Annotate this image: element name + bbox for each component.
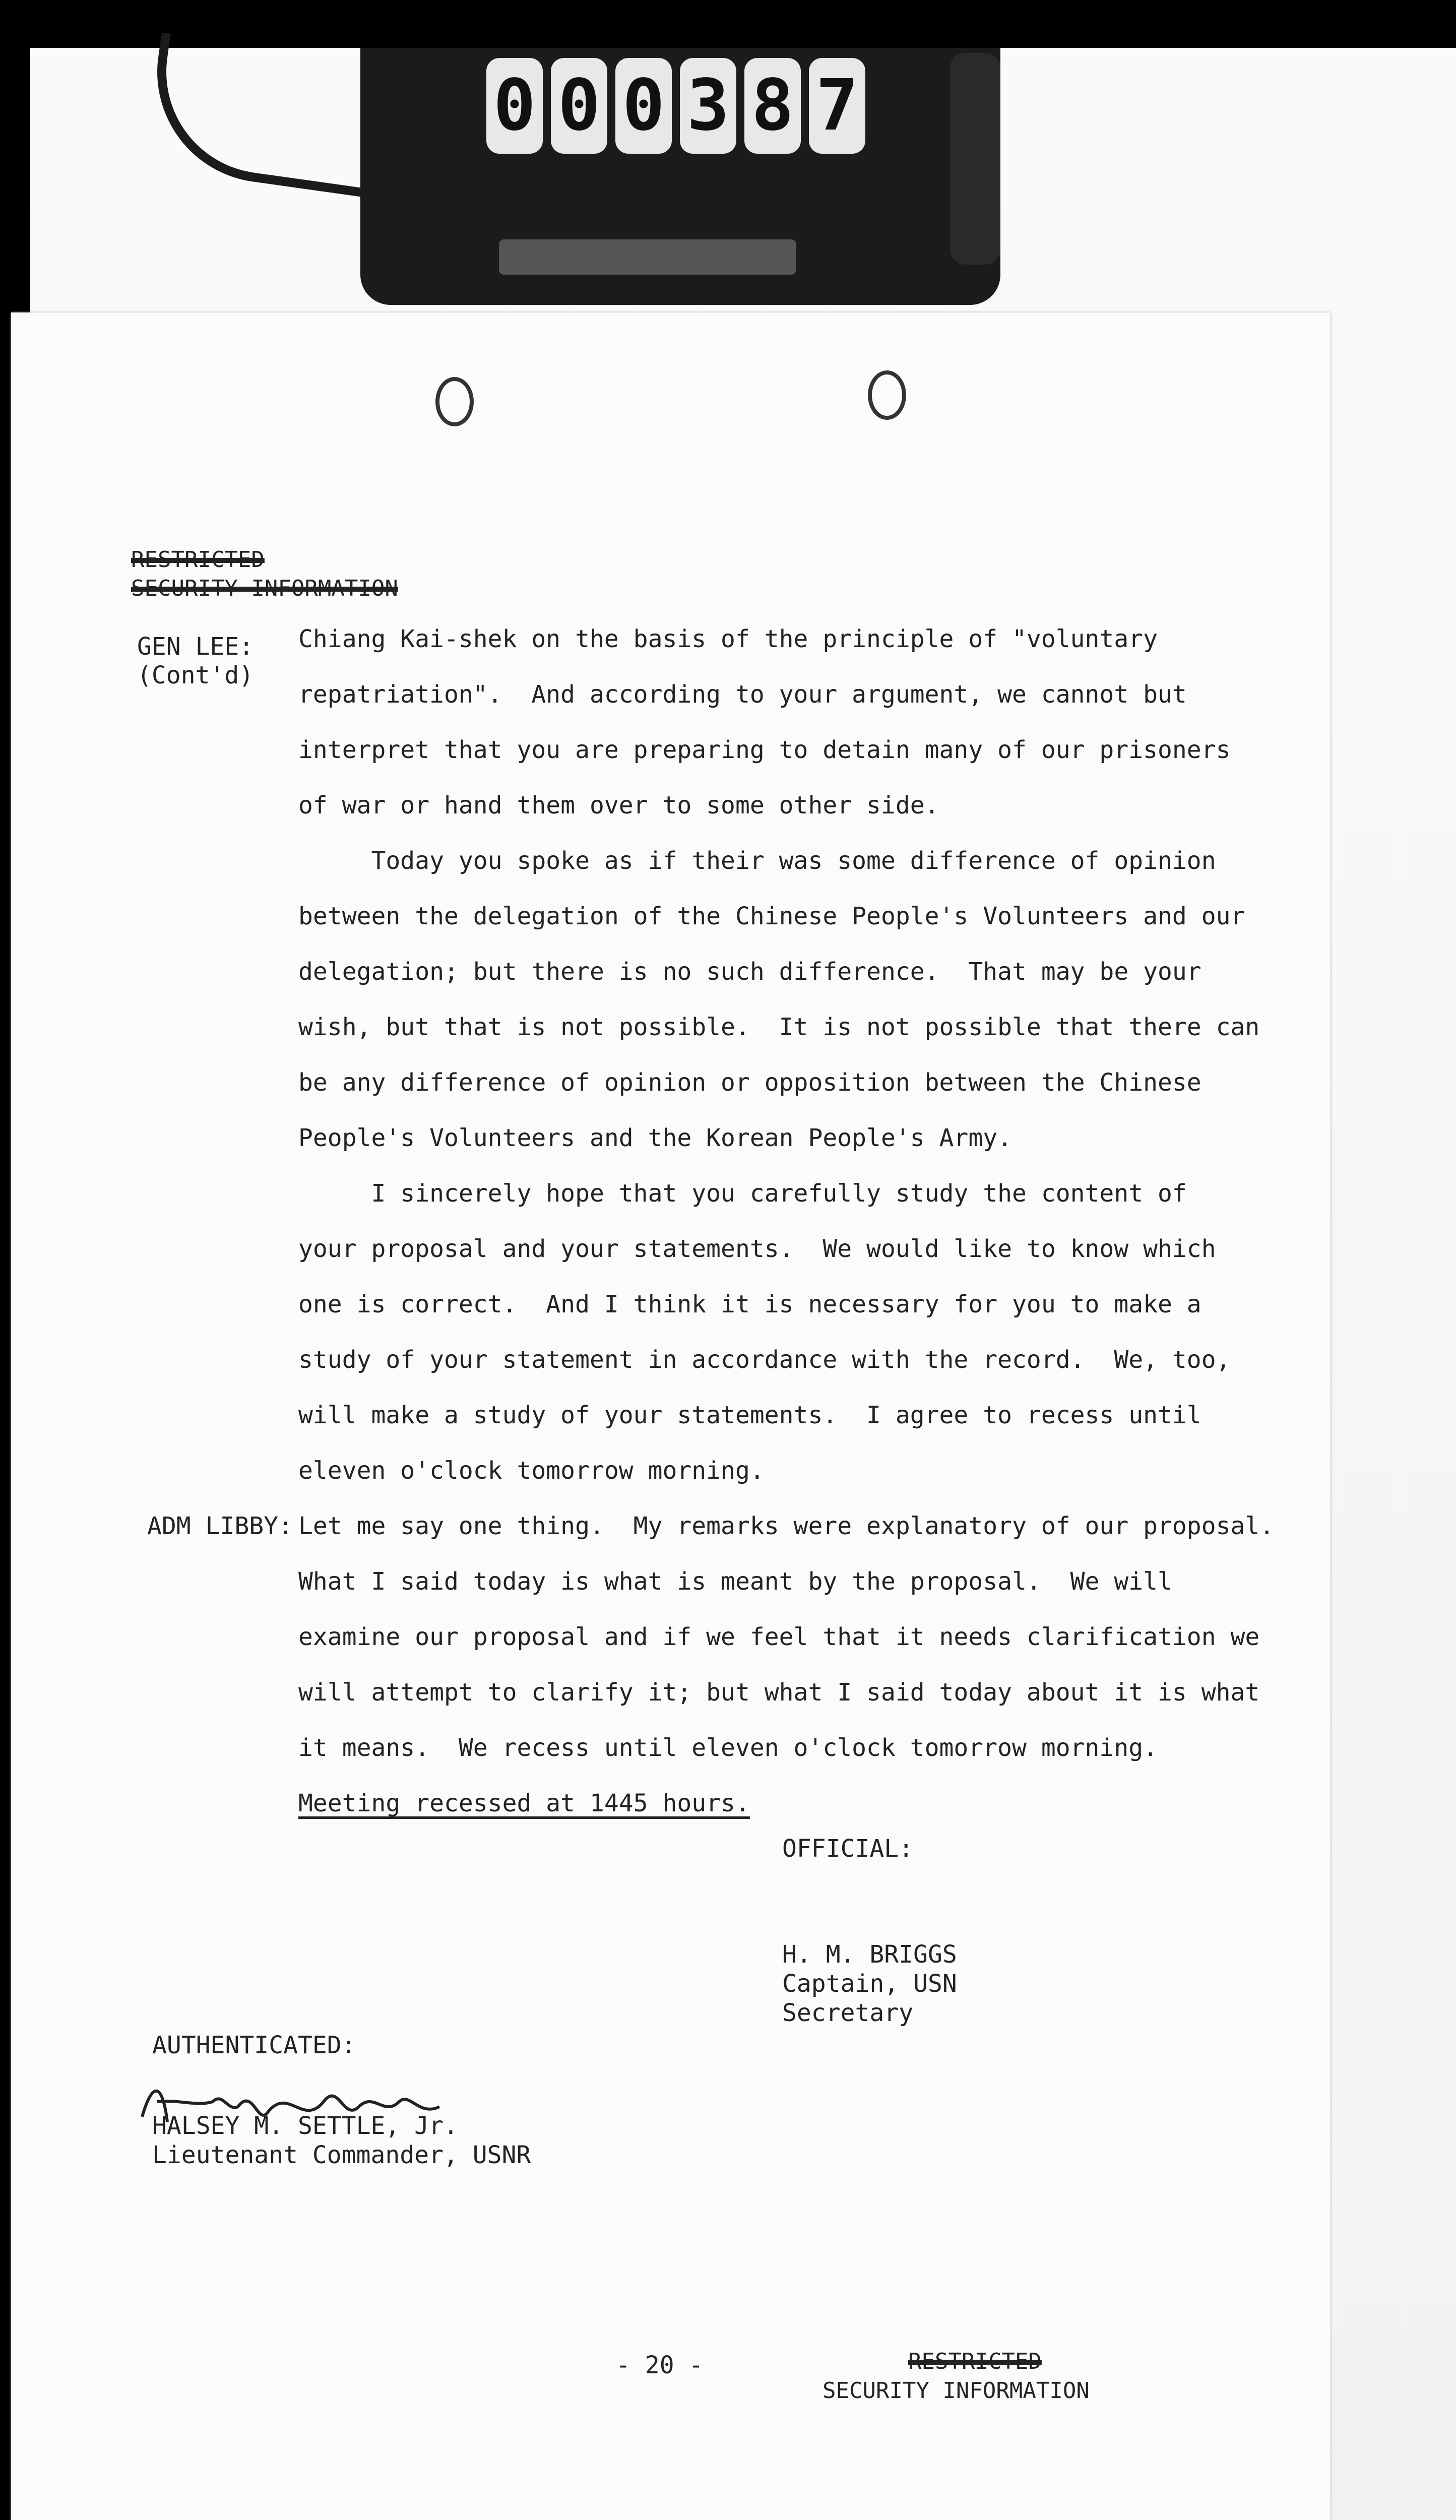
remark-line: one is correct. And I think it is necessary for you to make a [298, 1290, 1201, 1318]
remark-line: your proposal and your statements. We would like to know which [298, 1235, 1216, 1263]
counter-digit: 7 [809, 58, 865, 154]
authenticator-rank: Lieutenant Commander, USNR [152, 2141, 531, 2169]
signature-text: Halsey M. Settle, Jr. [137, 2071, 144, 2072]
remark-line: study of your statement in accordance with the record. We, too, [298, 1346, 1231, 1374]
authenticated-label: AUTHENTICATED: [152, 2031, 356, 2059]
counter-digit: 3 [680, 58, 736, 154]
remark-line: I sincerely hope that you carefully study the content of [298, 1179, 1187, 1208]
footer-security-marking: SECURITY INFORMATION [822, 2378, 1090, 2404]
counter-digit: 0 [551, 58, 607, 154]
counter-digit: 0 [486, 58, 543, 154]
remark-line: examine our proposal and if we feel that it needs clarification we [298, 1623, 1260, 1651]
remark-line: be any difference of opinion or opposition between the Chinese [298, 1068, 1201, 1097]
speaker-label-gen-lee: GEN LEE: [137, 633, 254, 661]
footer-restricted-marking: RESTRICTED [908, 2349, 1042, 2374]
remark-line: repatriation". And according to your argument, we cannot but [298, 680, 1187, 709]
document-page [11, 312, 1331, 2520]
remark-line: Let me say one thing. My remarks were explanatory of our proposal. [298, 1512, 1275, 1540]
remark-line: eleven o'clock tomorrow morning. [298, 1457, 765, 1485]
remark-line: People's Volunteers and the Korean People's Army. [298, 1124, 1012, 1152]
header-restricted-marking: RESTRICTED [131, 547, 265, 573]
counter-digit: 8 [744, 58, 801, 154]
page-number: - 20 - [616, 2351, 704, 2379]
remark-line: Chiang Kai-shek on the basis of the principle of "voluntary [298, 625, 1158, 653]
recess-note: Meeting recessed at 1445 hours. [298, 1789, 750, 1817]
remark-line: between the delegation of the Chinese People's Volunteers and our [298, 902, 1245, 930]
official-name: H. M. BRIGGS [782, 1940, 957, 1969]
counter-knob [950, 53, 1000, 265]
remark-line: of war or hand them over to some other side. [298, 791, 939, 820]
official-title: Secretary [782, 1999, 914, 2027]
remark-line: will attempt to clarify it; but what I said today about it is what [298, 1678, 1260, 1707]
counter-plate [499, 239, 796, 275]
official-label: OFFICIAL: [782, 1835, 914, 1863]
remark-line: Today you spoke as if their was some difference of opinion [298, 847, 1216, 875]
speaker-label-contd: (Cont'd) [137, 661, 254, 689]
remark-line: wish, but that is not possible. It is not possible that there can [298, 1013, 1260, 1041]
punch-hole [435, 377, 474, 426]
remark-line: delegation; but there is no such difference. That may be your [298, 958, 1201, 986]
remark-line: will make a study of your statements. I agree to recess until [298, 1401, 1201, 1429]
punch-hole [868, 370, 906, 420]
frame-counter-digits [486, 58, 865, 159]
authenticator-name: HALSEY M. SETTLE, Jr. [152, 2112, 458, 2140]
remark-line: it means. We recess until eleven o'clock tomorrow morning. [298, 1734, 1158, 1762]
counter-digit: 0 [615, 58, 672, 154]
frame-counter-device [360, 48, 1000, 305]
speaker-label-adm-libby: ADM LIBBY: [147, 1512, 293, 1540]
remark-line: interpret that you are preparing to detain many of our prisoners [298, 736, 1231, 764]
header-security-marking: SECURITY INFORMATION [131, 576, 398, 601]
official-rank: Captain, USN [782, 1970, 957, 1998]
remark-line: What I said today is what is meant by the proposal. We will [298, 1567, 1172, 1596]
